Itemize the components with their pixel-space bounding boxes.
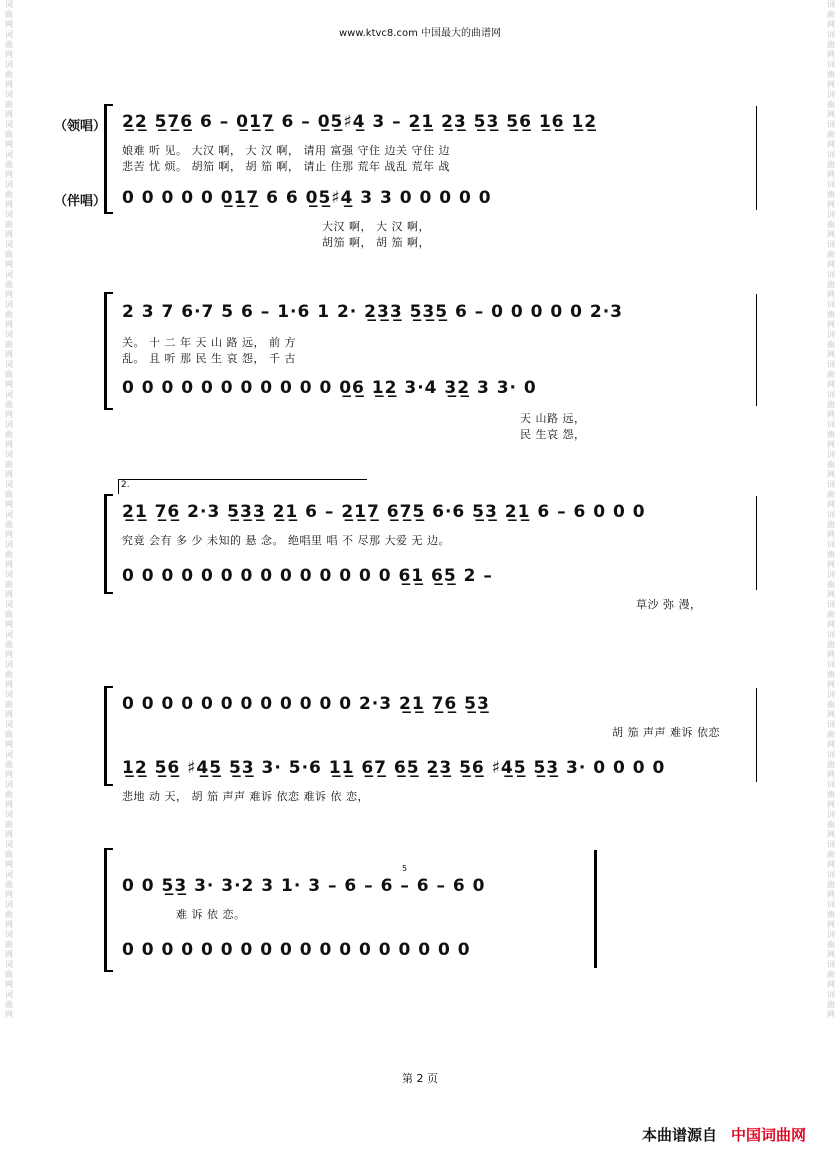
lower-lyrics: 悲地 动 天， 胡 笳 声声 难诉 依恋 难诉 依 恋，: [122, 790, 369, 803]
lower-notes: 1̲2̲ 5̲6̲ ♯4̲5̲ 5̲3̲ 3· 5·6 1̲1̲ 6̲7̲ 6̲5̲ 2̲3̲ 5̲6̲ ♯4̲5̲ 5̲3̲ 3· 0 0 0 0: [122, 758, 666, 778]
accomp-lyrics-2: 胡笳 啊， 胡 笳 啊，: [322, 236, 430, 249]
left-watermark-strip: 词曲网词曲网词曲网词曲网词曲网词曲网词曲网词曲网词曲网词曲网词曲网词曲网词曲网词曲网词曲网词曲网词曲网词曲网词曲网词曲网词曲网词曲网词曲网词曲网词曲网词曲网词曲网词曲网词曲网词曲网词曲网词曲网词曲网词曲网: [5, 0, 13, 1019]
lead-lyrics-2: 乱。 且 听 那 民 生 哀 怨， 千 古: [122, 352, 296, 365]
volta-bracket: 2.: [118, 479, 367, 494]
lead-notes: 2̲2̲ 5̲7̲6̲ 6 – 0̲1̲7̲ 6 – 0̲5̲♯4̲ 3 – 2̲1̲ 2̲3̲ 5̲3̲ 5̲6̲ 1̲6̲ 1̲2̲: [122, 112, 598, 132]
bar-line: [756, 496, 757, 590]
lead-notes: 2̲1̲ 7̲6̲ 2·3 5̲3̲3̲ 2̲1̲ 6 – 2̲1̲7̲ 6̲7̲5̲ 6·6 5̲3̲ 2̲1̲ 6 – 6 0 0 0: [122, 502, 646, 522]
right-watermark-strip: 词曲网词曲网词曲网词曲网词曲网词曲网词曲网词曲网词曲网词曲网词曲网词曲网词曲网词曲网词曲网词曲网词曲网词曲网词曲网词曲网词曲网词曲网词曲网词曲网词曲网词曲网词曲网词曲网词曲网词曲网词曲网词曲网词曲网词曲网: [827, 0, 835, 1019]
upper-lyrics: 难 诉 依 恋。: [176, 908, 246, 921]
accomp-notes: 0 0 0 0 0 0 0 0 0 0 0 0̲6̲ 1̲2̲ 3·4 3̲2̲ 3 3· 0: [122, 378, 537, 398]
lead-notes: 2 3 7 6·7 5 6 – 1·6 1 2· 2̲3̲3̲ 5̲3̲5̲ 6 – 0 0 0 0 0 2·3: [122, 302, 623, 322]
bar-line: [756, 294, 757, 406]
upper-notes: 0 0 0 0 0 0 0 0 0 0 0 0 2·3 2̲1̲ 7̲6̲ 5̲3̲: [122, 694, 490, 714]
lower-notes: 0 0 0 0 0 0 0 0 0 0 0 0 0 0 0 0 0 0: [122, 940, 471, 960]
lead-lyrics-1: 关。 十 二 年 天 山 路 远， 前 方: [122, 336, 296, 349]
credit-site: 中国词曲网: [730, 1126, 806, 1144]
system-bracket: [104, 686, 113, 786]
page-header: www.ktvc8.com 中国最大的曲谱网: [338, 28, 501, 39]
system-bracket: [104, 848, 113, 972]
lead-lyrics-1: 娘难 听 见。 大汉 啊， 大 汉 啊， 请用 富强 守住 边关 守住 边: [122, 144, 450, 157]
page-number: 第 2 页: [402, 1072, 438, 1085]
lead-lyrics-2: 悲苦 忧 烦。 胡笳 啊， 胡 笳 啊， 请止 住那 荒年 战乱 荒年 战: [122, 160, 450, 173]
bar-line: [756, 106, 757, 210]
accomp-lyrics-2: 民 生哀 怨，: [520, 428, 586, 441]
bar-line: [756, 688, 757, 782]
lead-label: （领唱）: [54, 119, 107, 134]
final-bar-line: [594, 850, 597, 968]
accomp-label: （伴唱）: [54, 194, 107, 209]
upper-notes: 0 0 5̲3̲ 3· 3·2 3 1· 3 – 6 – 6 – 6 – 6 0: [122, 876, 486, 896]
system-bracket: [104, 494, 113, 594]
accomp-lyrics: 草沙 弥 漫，: [636, 598, 702, 611]
accomp-notes: 0 0 0 0 0 0̲1̲7̲ 6 6 0̲5̲♯4̲ 3 3 0 0 0 0 0: [122, 188, 492, 208]
upper-lyrics: 胡 笳 声声 难诉 依恋: [612, 726, 720, 739]
accomp-notes: 0 0 0 0 0 0 0 0 0 0 0 0 0 0 6̲1̲ 6̲5̲ 2 –: [122, 566, 493, 586]
lead-lyrics: 究竟 会有 多 少 未知的 悬 念。 绝唱里 唱 不 尽那 大爱 无 边。: [122, 534, 450, 547]
source-credit: [642, 1124, 806, 1145]
accomp-lyrics-1: 大汉 啊， 大 汉 啊，: [322, 220, 430, 233]
system-bracket: [104, 292, 113, 410]
small-mark: 5: [402, 864, 408, 873]
accomp-lyrics-1: 天 山路 远，: [520, 412, 586, 425]
credit-text: 本曲谱源自: [641, 1126, 717, 1144]
